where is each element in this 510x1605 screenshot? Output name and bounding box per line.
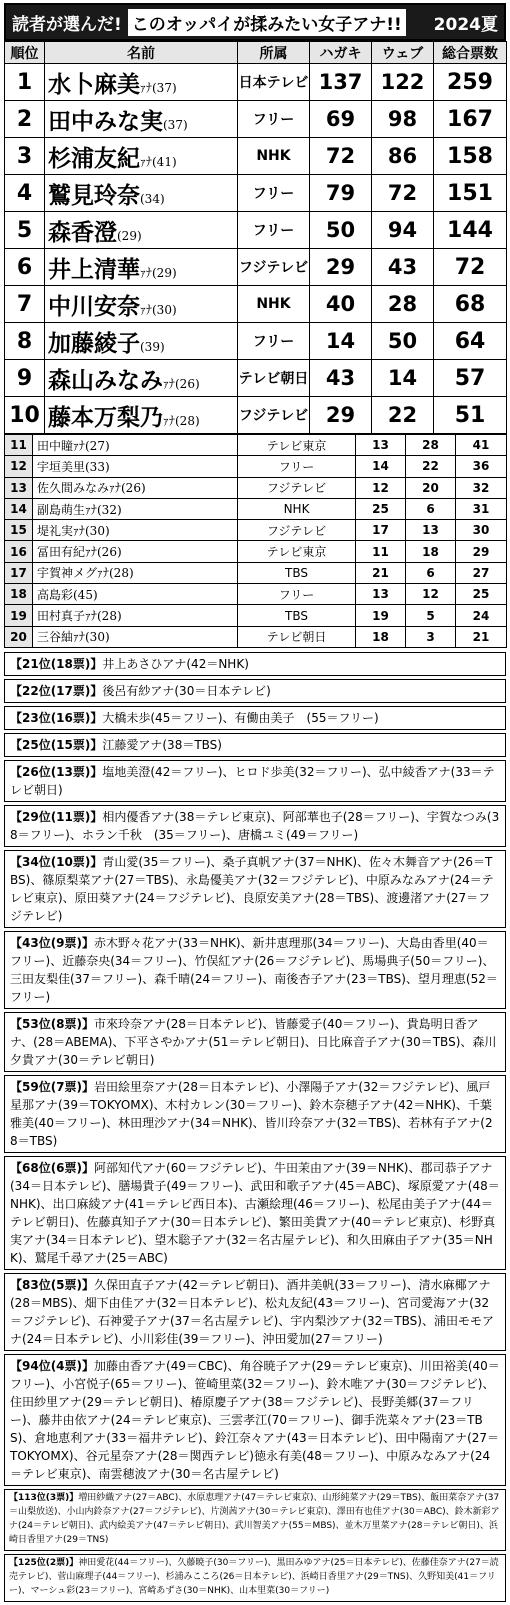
web-votes-cell: 72 <box>372 175 434 212</box>
vote-group-names: 増田紗織アナ(27＝ABC)、水原恵理アナ(47＝テレビ東京)、山形純菜アナ(29＝TBS)、飯田菜奈アナ(37＝山梨放送)、小山内鈴奈アナ(27＝フジテレビ)、片渕茜アナ(30＝テレビ東京)、澤田有也佳アナ(30＝ABC)、鈴木新彩アナ(24＝テレビ朝日)、武内絵美アナ(47＝テレビ朝日)、武川智美アナ(55＝MBS)、並木万里菜アナ(28＝テレビ朝日)、浜崎日香里アナ(29＝TNS) <box>9 1492 500 1545</box>
vote-group-names: 岩田絵里奈アナ(28＝日本テレビ)、小澤陽子アナ(32＝フジテレビ)、風戸星那アナ(39＝TOKYOMX)、木村カレン(30＝フリー)、鈴木奈穂子アナ(42＝NHK)、千葉雅美(40＝フリー)、林田理沙アナ(34＝NHK)、皆川玲奈アナ(32＝TBS)、若林有子アナ(28＝TBS) <box>10 1079 493 1148</box>
name-cell: 佐久間みなみｧﾅ(26) <box>33 477 238 498</box>
vote-group-names: 阿部知代アナ(60＝フジテレビ)、牛田茉由アナ(39＝NHK)、郡司恭子アナ(34＝日本テレビ)、膳場貴子(49＝フリー)、武田和歌子アナ(45＝ABC)、塚原愛アナ(48＝NHK)、出口麻綾アナ(41＝テレビ西日本)、古瀬絵理(46＝フリー)、松尾由美子アナ(44＝テレビ朝日)、佐藤真知子アナ(30＝日本テレビ)、繁田美貴アナ(40＝テレビ東京)、杉野真実アナ(34＝日本テレビ)、望木聡子アナ(32＝名古屋テレビ)、和久田麻由子アナ(35＝NHK)、鷲尾千尋アナ(25＝ABC) <box>10 1160 500 1265</box>
total-votes-cell: 41 <box>456 435 507 456</box>
announcer-name: 井上清華 <box>48 255 140 283</box>
vote-group-names: 市來玲奈アナ(28＝日本テレビ)、皆藤愛子(40＝フリー)、貴島明日香アナ、(28＝ABEMA)、下平さやかアナ(51＝テレビ朝日)、日比麻音子アナ(30＝TBS)、森川夕貴アナ(30＝テレビ朝日) <box>10 1016 497 1067</box>
total-votes-cell: 151 <box>434 175 507 212</box>
vote-group-heading: 【23位(16票)】 <box>10 710 103 725</box>
vote-group-names: 後呂有紗アナ(30＝日本テレビ) <box>102 683 271 698</box>
web-votes-cell: 22 <box>406 456 456 477</box>
affiliation-cell: テレビ東京 <box>238 435 356 456</box>
total-votes-cell: 158 <box>434 138 507 175</box>
rank-cell: 15 <box>5 520 33 541</box>
web-votes-cell: 18 <box>406 541 456 562</box>
rank-cell: 18 <box>5 584 33 605</box>
table-row <box>5 584 507 605</box>
rank-cell: 2 <box>5 101 45 138</box>
vote-group-block <box>4 1554 506 1602</box>
total-votes-cell: 29 <box>456 541 507 562</box>
total-votes-cell: 51 <box>434 397 507 434</box>
table-row <box>5 360 507 397</box>
header-banner <box>4 3 506 41</box>
vote-group-block <box>4 706 506 730</box>
postcard-votes-cell: 21 <box>356 562 406 583</box>
vote-group-heading: 【25位(15票)】 <box>10 737 103 752</box>
total-votes-cell: 167 <box>434 101 507 138</box>
column-header-web: ウェブ <box>372 42 434 64</box>
total-votes-cell: 64 <box>434 323 507 360</box>
web-votes-cell: 94 <box>372 212 434 249</box>
web-votes-cell: 28 <box>372 286 434 323</box>
name-cell: 宇賀神メグｧﾅ(28) <box>33 562 238 583</box>
postcard-votes-cell: 50 <box>310 212 372 249</box>
postcard-votes-cell: 69 <box>310 101 372 138</box>
name-cell <box>45 286 238 323</box>
web-votes-cell: 28 <box>406 435 456 456</box>
column-header-total: 総合票数 <box>434 42 507 64</box>
header-year: 2024夏 <box>433 14 498 35</box>
total-votes-cell: 24 <box>456 605 507 626</box>
affiliation-cell: テレビ東京 <box>238 541 356 562</box>
affiliation-cell: NHK <box>238 286 310 323</box>
announcer-name: 鷲見玲奈 <box>48 181 140 209</box>
affiliation-cell: NHK <box>238 138 310 175</box>
rank-cell: 13 <box>5 477 33 498</box>
web-votes-cell: 14 <box>372 360 434 397</box>
affiliation-cell: テレビ朝日 <box>238 626 356 647</box>
vote-group-heading: 【26位(13票)】 <box>10 764 103 779</box>
web-votes-cell: 86 <box>372 138 434 175</box>
announcer-age: ｧﾅ(41) <box>140 154 177 169</box>
column-header-affiliation: 所属 <box>238 42 310 64</box>
announcer-name: 藤本万梨乃 <box>48 403 163 431</box>
postcard-votes-cell: 13 <box>356 584 406 605</box>
vote-group-block <box>4 733 506 757</box>
announcer-name: 水卜麻美 <box>48 70 140 98</box>
postcard-votes-cell: 29 <box>310 397 372 434</box>
affiliation-cell: フジテレビ <box>238 477 356 498</box>
web-votes-cell: 12 <box>406 584 456 605</box>
name-cell: 田中瞳ｧﾅ(27) <box>33 435 238 456</box>
announcer-name: 森山みなみ <box>48 366 163 394</box>
web-votes-cell: 43 <box>372 249 434 286</box>
vote-group-block <box>4 1156 506 1270</box>
vote-group-block <box>4 1489 506 1551</box>
rank-cell: 17 <box>5 562 33 583</box>
total-votes-cell: 68 <box>434 286 507 323</box>
announcer-name: 中川安奈 <box>48 292 140 320</box>
affiliation-cell: TBS <box>238 605 356 626</box>
postcard-votes-cell: 29 <box>310 249 372 286</box>
vote-group-names: 神田愛花(44＝フリー)、久藤暁子(30＝フリー)、黒田みゆアナ(25＝日本テレビ)、佐藤佳奈アナ(27＝読売テレビ)、菅山麻理子(44＝フリー)、杉浦みこころ(26＝日本テレビ)、浜崎日香里アナ(29＝TNS)、久野知美(41＝フリー)、マーシュ彩(23＝フリー)、宮崎あずさ(30＝NHK)、山本里菜(30＝フリー) <box>9 1557 499 1596</box>
table-row <box>5 249 507 286</box>
rank-cell: 8 <box>5 323 45 360</box>
affiliation-cell: フジテレビ <box>238 397 310 434</box>
rank-cell: 5 <box>5 212 45 249</box>
affiliation-cell: フリー <box>238 101 310 138</box>
web-votes-cell: 22 <box>372 397 434 434</box>
header-lead: 読者が選んだ! <box>12 14 122 35</box>
web-votes-cell: 3 <box>406 626 456 647</box>
name-cell <box>45 175 238 212</box>
vote-group-names: 江藤愛アナ(38＝TBS) <box>102 737 222 752</box>
name-cell <box>45 64 238 101</box>
ranking-table <box>4 41 507 434</box>
table-row <box>5 138 507 175</box>
announcer-age: ｧﾅ(26) <box>163 376 200 391</box>
affiliation-cell: フジテレビ <box>238 520 356 541</box>
vote-group-names: 相内優香アナ(38＝テレビ東京)、阿部華也子(28＝フリー)、宇賀なつみ(38＝フリー)、ホラン千秋 (35＝フリー)、唐橋ユミ(49＝フリー) <box>10 809 500 842</box>
vote-group-block <box>4 1075 506 1153</box>
ranking-page <box>4 3 506 1605</box>
total-votes-cell: 21 <box>456 626 507 647</box>
vote-group-names: 井上あさひアナ(42＝NHK) <box>102 656 249 671</box>
rank-cell: 12 <box>5 456 33 477</box>
affiliation-cell: 日本テレビ <box>238 64 310 101</box>
rank-cell: 11 <box>5 435 33 456</box>
announcer-age: (29) <box>117 228 142 243</box>
vote-group-block <box>4 1012 506 1072</box>
top10-rows <box>5 64 507 434</box>
announcer-age: ｧﾅ(37) <box>140 80 177 95</box>
announcer-age: (37) <box>163 117 188 132</box>
name-cell <box>45 212 238 249</box>
rank-cell: 3 <box>5 138 45 175</box>
web-votes-cell: 5 <box>406 605 456 626</box>
vote-group-heading: 【94位(4票)】 <box>10 1358 95 1373</box>
rank-cell: 1 <box>5 64 45 101</box>
vote-group-heading: 【43位(9票)】 <box>10 935 95 950</box>
vote-group-names: 赤木野々花アナ(33＝NHK)、新井恵理那(34＝フリー)、大島由香里(40＝フリー)、近藤奈央(34＝フリー)、竹俣紅アナ(26＝フジテレビ)、馬場典子(50＝フリー)、三田友梨佳(37＝フリー)、森千晴(24＝フリー)、南後杏子アナ(23＝TBS)、望月理恵(52＝フリー) <box>10 935 498 1004</box>
name-cell <box>45 397 238 434</box>
affiliation-cell: フリー <box>238 456 356 477</box>
total-votes-cell: 25 <box>456 584 507 605</box>
name-cell <box>45 249 238 286</box>
postcard-votes-cell: 19 <box>356 605 406 626</box>
affiliation-cell: テレビ朝日 <box>238 360 310 397</box>
affiliation-cell: フリー <box>238 175 310 212</box>
name-cell: 冨田有紀ｧﾅ(26) <box>33 541 238 562</box>
column-header-rank: 順位 <box>5 42 45 64</box>
rank-cell: 10 <box>5 397 45 434</box>
postcard-votes-cell: 137 <box>310 64 372 101</box>
table-row <box>5 520 507 541</box>
table-row <box>5 175 507 212</box>
name-cell: 三谷紬ｧﾅ(30) <box>33 626 238 647</box>
vote-group-block <box>4 679 506 703</box>
vote-group-heading: 【21位(18票)】 <box>10 656 103 671</box>
name-cell: 田村真子ｧﾅ(28) <box>33 605 238 626</box>
web-votes-cell: 6 <box>406 498 456 519</box>
postcard-votes-cell: 17 <box>356 520 406 541</box>
table-row <box>5 477 507 498</box>
vote-group-names: 青山愛(35＝フリー)、桑子真帆アナ(37＝NHK)、佐々木舞音アナ(26＝TBS)、篠原梨菜アナ(27＝TBS)、永島優美アナ(32＝フジテレビ)、中原みなみアナ(24＝テレビ東京)、原田葵アナ(24＝フジテレビ)、良原安美アナ(28＝TBS)、渡邊渚アナ(27＝フジテレビ) <box>10 854 494 923</box>
announcer-name: 田中みな実 <box>48 107 163 135</box>
vote-group-heading: 【22位(17票)】 <box>10 683 103 698</box>
total-votes-cell: 32 <box>456 477 507 498</box>
postcard-votes-cell: 14 <box>356 456 406 477</box>
name-cell <box>45 138 238 175</box>
rank-cell: 16 <box>5 541 33 562</box>
vote-group-names: 塩地美澄(42＝フリー)、ヒロド歩美(32＝フリー)、弘中綾香アナ(33＝テレビ朝日) <box>10 764 495 797</box>
other-votes-list <box>4 652 506 1602</box>
vote-group-heading: 【53位(8票)】 <box>10 1016 95 1031</box>
column-header-name: 名前 <box>45 42 238 64</box>
announcer-age: (39) <box>140 339 165 354</box>
vote-group-heading: 【68位(6票)】 <box>10 1160 95 1175</box>
total-votes-cell: 31 <box>456 498 507 519</box>
table-row <box>5 397 507 434</box>
vote-group-heading: 【34位(10票)】 <box>10 854 103 869</box>
affiliation-cell: フリー <box>238 584 356 605</box>
web-votes-cell: 13 <box>406 520 456 541</box>
postcard-votes-cell: 14 <box>310 323 372 360</box>
affiliation-cell: NHK <box>238 498 356 519</box>
table-row <box>5 456 507 477</box>
announcer-name: 森香澄 <box>48 218 117 246</box>
web-votes-cell: 6 <box>406 562 456 583</box>
total-votes-cell: 72 <box>434 249 507 286</box>
postcard-votes-cell: 40 <box>310 286 372 323</box>
postcard-votes-cell: 79 <box>310 175 372 212</box>
total-votes-cell: 30 <box>456 520 507 541</box>
name-cell <box>45 360 238 397</box>
name-cell <box>45 323 238 360</box>
table-row <box>5 101 507 138</box>
vote-group-block <box>4 760 506 802</box>
web-votes-cell: 122 <box>372 64 434 101</box>
name-cell <box>45 101 238 138</box>
rank-cell: 7 <box>5 286 45 323</box>
affiliation-cell: フリー <box>238 323 310 360</box>
table-row <box>5 562 507 583</box>
vote-group-block <box>4 805 506 847</box>
name-cell: 堤礼実ｧﾅ(30) <box>33 520 238 541</box>
vote-group-block <box>4 1273 506 1351</box>
name-cell: 高島彩(45) <box>33 584 238 605</box>
total-votes-cell: 57 <box>434 360 507 397</box>
vote-group-heading: 【125位(2票)】 <box>9 1557 79 1568</box>
web-votes-cell: 20 <box>406 477 456 498</box>
vote-group-block <box>4 850 506 928</box>
vote-group-block <box>4 931 506 1009</box>
web-votes-cell: 98 <box>372 101 434 138</box>
vote-group-block <box>4 1354 506 1486</box>
announcer-name: 杉浦友紀 <box>48 144 140 172</box>
announcer-name: 加藤綾子 <box>48 329 140 357</box>
vote-group-names: 加藤由香アナ(49＝CBC)、角谷暁子アナ(29＝テレビ東京)、川田裕美(40＝フリー)、小宮悦子(65＝フリー)、笹崎里菜(32＝フリー)、鈴木唯アナ(30＝フジテレビ)、住田紗里アナ(29＝テレビ朝日)、椿原慶子アナ(38＝フジテレビ)、長野美郷(37＝フリー)、藤井由依アナ(24＝テレビ東京)、三雲孝江(70＝フリー)、御手洗菜々アナ(23＝TBS)、倉地恵利アナ(33＝福井テレビ)、鈴江奈々アナ(43＝日本テレビ)、田中陽南アナ(27＝TOKYOMX)、谷元星奈アナ(28＝関西テレビ)徳永有美(48＝フリー)、中原みなみアナ(24＝テレビ東京)、南雲穂波アナ(30＝名古屋テレビ) <box>10 1358 500 1481</box>
postcard-votes-cell: 72 <box>310 138 372 175</box>
table-row <box>5 323 507 360</box>
table-row <box>5 212 507 249</box>
table-row <box>5 626 507 647</box>
total-votes-cell: 27 <box>456 562 507 583</box>
table-row <box>5 64 507 101</box>
table-row <box>5 435 507 456</box>
announcer-age: ｧﾅ(30) <box>140 302 177 317</box>
affiliation-cell: TBS <box>238 562 356 583</box>
vote-group-heading: 【83位(5票)】 <box>10 1277 95 1292</box>
table-header-row <box>5 42 507 64</box>
postcard-votes-cell: 13 <box>356 435 406 456</box>
ranking-table-11-20 <box>4 434 507 648</box>
rank-cell: 6 <box>5 249 45 286</box>
postcard-votes-cell: 25 <box>356 498 406 519</box>
vote-group-heading: 【29位(11票)】 <box>10 809 103 824</box>
total-votes-cell: 36 <box>456 456 507 477</box>
table-row <box>5 541 507 562</box>
rank-cell: 4 <box>5 175 45 212</box>
total-votes-cell: 144 <box>434 212 507 249</box>
affiliation-cell: フリー <box>238 212 310 249</box>
rank-cell: 9 <box>5 360 45 397</box>
table-row <box>5 498 507 519</box>
table-row <box>5 605 507 626</box>
postcard-votes-cell: 43 <box>310 360 372 397</box>
vote-group-names: 大橋未歩(45＝フリー)、有働由美子 (55＝フリー) <box>102 710 379 725</box>
vote-group-heading: 【59位(7票)】 <box>10 1079 95 1094</box>
announcer-age: (34) <box>140 191 165 206</box>
vote-group-heading: 【113位(3票)】 <box>9 1492 79 1503</box>
postcard-votes-cell: 11 <box>356 541 406 562</box>
vote-group-block <box>4 652 506 676</box>
table-row <box>5 286 507 323</box>
announcer-age: ｧﾅ(28) <box>163 413 200 428</box>
announcer-age: ｧﾅ(29) <box>140 265 177 280</box>
name-cell: 副島萌生ｧﾅ(32) <box>33 498 238 519</box>
postcard-votes-cell: 18 <box>356 626 406 647</box>
rank-cell: 19 <box>5 605 33 626</box>
column-header-postcard: ハガキ <box>310 42 372 64</box>
total-votes-cell: 259 <box>434 64 507 101</box>
vote-group-names: 久保田直子アナ(42＝テレビ朝日)、酒井美帆(33＝フリー)、清水麻椰アナ(28＝MBS)、畑下由佳アナ(32＝日本テレビ)、松丸友紀(43＝フリー)、宮司愛海アナ(32＝フジテレビ)、石神愛子アナ(37＝名古屋テレビ)、宇内梨沙アナ(32＝TBS)、浦田モモアナ(24＝日本テレビ)、小川彩佳(39＝フリー)、沖田愛加(27＝フリー) <box>10 1277 494 1346</box>
rank-cell: 14 <box>5 498 33 519</box>
affiliation-cell: フジテレビ <box>238 249 310 286</box>
rank-11-20-rows <box>5 435 507 648</box>
web-votes-cell: 50 <box>372 323 434 360</box>
postcard-votes-cell: 12 <box>356 477 406 498</box>
page-title: このオッパイが揉みたい女子アナ!! <box>128 9 406 36</box>
name-cell: 宇垣美里(33) <box>33 456 238 477</box>
rank-cell: 20 <box>5 626 33 647</box>
